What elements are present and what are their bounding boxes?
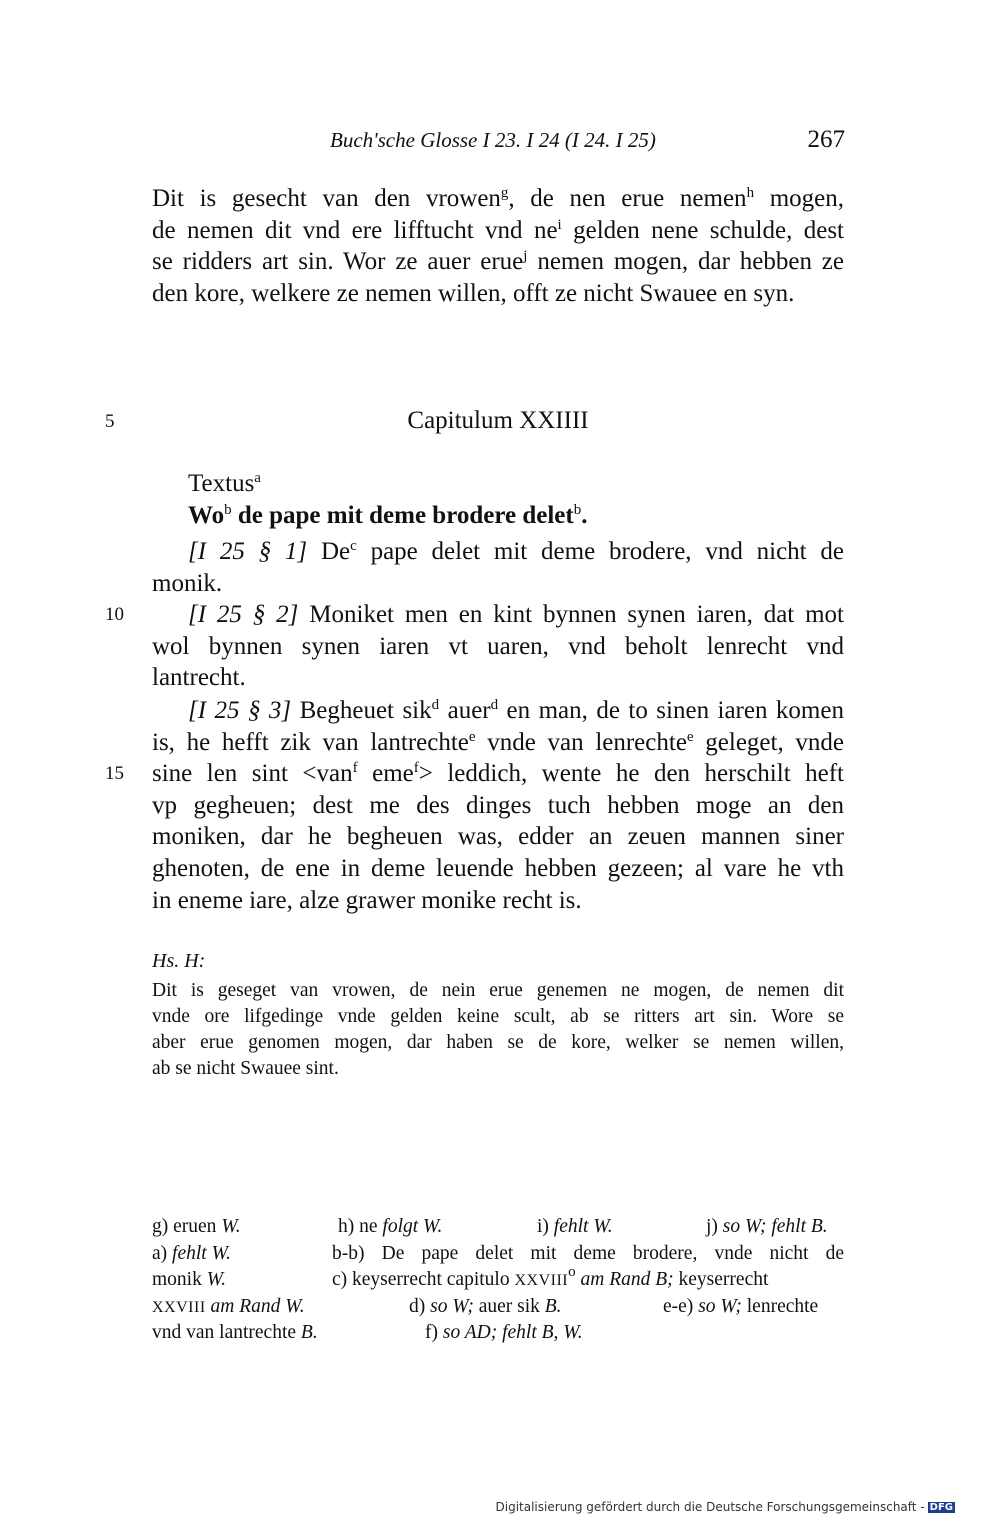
page-number: 267 <box>807 126 845 153</box>
digitization-footer: Digitalisierung gefördert durch die Deutsche Forschungsgemeinschaft - DFG <box>495 1500 953 1514</box>
footnote-marker: g <box>500 185 509 201</box>
footnote-marker: a <box>254 470 261 486</box>
footnote-row: monik W. c) keyserrecht capitulo XXVIII$^o$ am Rand B; keyserrecht <box>152 1267 844 1294</box>
text-line: monik. <box>152 569 223 597</box>
rubric-heading: Wo$^b$ de pape mit deme brodere delet$^b$. <box>188 502 588 529</box>
footnote-g: g) eruen W. <box>152 1216 241 1237</box>
footnote-marker: f <box>413 760 419 777</box>
footnote-h: h) ne folgt W. <box>338 1216 443 1237</box>
text-line: wol bynnen synen iaren vt uaren, vnd beholt lenrecht vnd <box>152 632 844 660</box>
text-line: ab se nicht Swauee sint. <box>152 1058 339 1079</box>
section-reference: [I 25 § 1] <box>188 538 308 565</box>
footnote-row: vnd van lantrechte B. f) so AD; fehlt B, W. <box>152 1320 844 1347</box>
footnote-a: a) fehlt W. <box>152 1242 231 1264</box>
text-line: den kore, welkere ze nemen willen, offt ze nicht Swauee en syn. <box>152 279 795 307</box>
footnote-marker: e <box>468 728 476 745</box>
footnote-row: XXVIII am Rand W. d) so W; auer sik B. e-e) so W; lenrechte <box>152 1294 844 1321</box>
text-line: [I 25 § 2] Moniket men en kint bynnen synen iaren, dat mot <box>188 601 844 628</box>
chapter-title: Capitulum XXIIII <box>407 407 589 434</box>
text-line: in eneme iare, alze grawer monike recht is. <box>152 886 582 914</box>
footnote-marker: d <box>490 697 499 713</box>
text-line: ghenoten, de ene in deme leuende hebben gezeen; al vare he vth <box>152 854 844 882</box>
section-1 <box>152 536 844 599</box>
footnote-marker: e <box>686 728 694 745</box>
footnote-marker: c <box>350 538 357 554</box>
text-line: vp gegheuen; dest me des dinges tuch hebben moge an den <box>152 791 844 819</box>
footnotes <box>152 1214 844 1347</box>
footnote-marker: f <box>352 760 358 777</box>
text-line: Dit is gesecht van den vrowen$^g$, de nen erue nemen$^h$ mogen, <box>152 185 844 212</box>
line-number: 5 <box>105 411 115 432</box>
running-title: Buch'sche Glosse I 23. I 24 (I 24. I 25) <box>330 128 656 152</box>
footnote-f: f) so AD; fehlt B, W. <box>425 1322 583 1343</box>
text-line: se ridders art sin. Wor ze auer erue$^j$ nemen mogen, dar hebben ze <box>152 248 844 276</box>
footnote-c: c) keyserrecht capitulo XXVIII$^o$ am Rand B; keyserrecht <box>332 1264 769 1290</box>
footnote-marker: d <box>431 697 440 713</box>
text-line: Dit is geseget van vrowen, de nein erue genemen ne mogen, de nemen dit <box>152 980 844 1001</box>
line-number: 10 <box>105 604 124 625</box>
section-2 <box>152 599 844 694</box>
text-line: vnde ore lifgedinge vnde gelden keine scult, ab se ritters art sin. Wore se <box>152 1006 844 1027</box>
footnote-marker: b <box>224 502 232 518</box>
footnote-marker: h <box>746 185 755 201</box>
footnote-row <box>152 1214 844 1241</box>
text-line: lantrecht. <box>152 664 246 692</box>
text-line: is, he hefft zik van lantrechte$^e$ vnde van lenrechte$^e$ geleget, vnde <box>152 728 844 756</box>
footnote-i: i) fehlt W. <box>537 1216 613 1237</box>
line-number: 15 <box>105 763 124 784</box>
manuscript-variant <box>152 978 844 1082</box>
text-line: de nemen dit vnd ere lifftucht vnd $ne^i$ gelden nene schulde, dest <box>152 216 844 244</box>
section-reference: [I 25 § 2] <box>188 601 299 628</box>
footnote-row <box>152 1241 844 1268</box>
text-line: moniken, dar he begheuen was, edder an zeuen mannen siner <box>152 823 844 851</box>
footnote-e: e-e) so W; lenrechte <box>663 1295 819 1317</box>
text-line: aber erue genomen mogen, dar haben se de kore, welker se nemen willen, <box>152 1032 844 1053</box>
section-reference: [I 25 § 3] <box>188 697 292 724</box>
running-header <box>150 128 845 162</box>
section-3 <box>152 695 844 916</box>
textus-label: Textus$^a$ <box>188 470 261 497</box>
text-line: [I 25 § 1] De$^c$ pape delet mit deme brodere, vnd nicht de <box>188 538 845 565</box>
footnote-d: d) so W; auer sik B. <box>409 1295 562 1317</box>
text-line: [I 25 § 3] Begheuet sik$^d$ auer$^d$ en man, de to sinen iaren komen <box>188 697 844 724</box>
glosse-paragraph <box>152 183 844 309</box>
footnote-b: b-b) De pape delet mit deme brodere, vnde nicht de <box>332 1242 844 1264</box>
dfg-logo: DFG <box>929 1502 953 1513</box>
footnote-marker: i <box>557 216 562 233</box>
text-line: sine len sint <van$^f$ eme$^f$> leddich, wente he den herschilt heft <box>152 760 844 788</box>
footnote-j: j) so W; fehlt B. <box>706 1216 828 1237</box>
footnote-marker: j <box>523 248 528 265</box>
manuscript-label: Hs. H: <box>152 950 206 972</box>
footnote-marker: b <box>573 502 582 518</box>
